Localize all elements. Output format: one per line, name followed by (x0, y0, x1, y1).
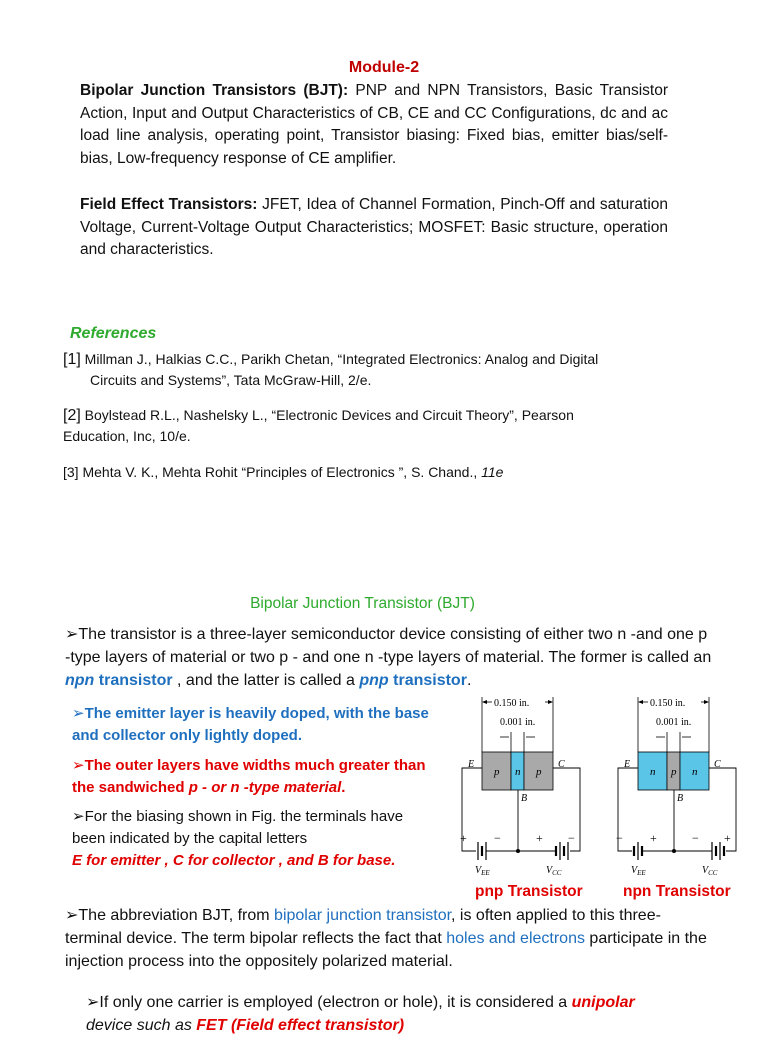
pnp-caption: pnp Transistor (475, 883, 583, 900)
npn-vee-minus: − (616, 831, 623, 845)
npn-inner-dimension: 0.001 in. (656, 717, 692, 728)
reference-3-text: [3] Mehta V. K., Mehta Rohit “Principles of Electronics ”, S. Chand., (63, 464, 482, 480)
pnp-vcc-minus: − (568, 831, 575, 845)
pnp-diagram (460, 697, 580, 877)
unipolar-text: ➢If only one carrier is employed (electron or hole), it is considered a (86, 994, 572, 1011)
npn-diagram (616, 697, 736, 877)
reference-2-number: [2] (63, 407, 81, 424)
npn-vee-label: $V_{EE}$ (631, 865, 646, 877)
npn-layer-1-label: n (650, 766, 656, 778)
bjt-topics: PNP and NPN Transistors, Basic Transistor Action, Input and Output Characteristics of CB, CE and CC Configurations, dc and ac load line analysis, operating point, Transistor biasing: Fixed bias, emitter bias/self-bias, Low-frequency response of CE amplifier. (80, 82, 668, 167)
bjt-heading: Bipolar Junction Transistor (BJT) (250, 595, 475, 612)
pnp-vcc-plus: + (536, 831, 543, 845)
bjt-abbrev-mid: , is often applied to this three-terminal device. The term bipolar reflects the fact that (65, 907, 661, 947)
npn-vee-plus: + (650, 831, 657, 845)
reference-2-text: Boylstead R.L., Nashelsky L., “Electronic Devices and Circuit Theory”, Pearson (80, 407, 574, 423)
pnp-layer-2-label: n (515, 766, 521, 778)
bjt-intro-paragraph (65, 623, 715, 692)
npn-term: npn (65, 672, 95, 689)
npn-vcc-minus: − (692, 831, 699, 845)
bjt-full-name: bipolar junction transistor (274, 907, 452, 924)
pnp-collector-label: C (558, 759, 565, 770)
bjt-abbreviation-paragraph (65, 904, 715, 973)
pnp-vcc-label: $V_{CC}$ (546, 865, 562, 877)
outer-layers-end: . (341, 779, 346, 796)
transistor-diagrams (440, 692, 760, 882)
reference-1-text-cont: Circuits and Systems”, Tata McGraw-Hill, 2/e. (90, 372, 372, 388)
bjt-abbrev-end: participate in the injection process into the oppositely polarized material. (65, 930, 707, 970)
npn-caption: npn Transistor (623, 883, 731, 900)
bjt-intro-mid: , and the latter is called a (172, 672, 360, 689)
npn-vcc-label: $V_{CC}$ (702, 865, 718, 877)
emitter-doping-note: ➢The emitter layer is heavily doped, with the base and collector only lightly doped. (72, 705, 429, 744)
reference-2-text-cont: Education, Inc, 10/e. (63, 428, 191, 444)
npn-layer-2-label: p (671, 766, 677, 778)
fet-term: FET (Field effect transistor) (196, 1017, 405, 1034)
pnp-base-label: B (521, 793, 528, 804)
npn-layer-3-label: n (692, 766, 698, 778)
npn-base-label: B (677, 793, 684, 804)
npn-vcc-plus: + (724, 831, 731, 845)
reference-1 (63, 349, 703, 390)
npn-collector-label: C (714, 759, 721, 770)
outer-layers-note (72, 755, 437, 799)
bjt-intro-text: ➢The transistor is a three-layer semiconductor device consisting of either two n -and one p -type layers of material or two p - and one n -type layers of material. The former is called an (65, 626, 712, 666)
module-bjt-syllabus (80, 80, 668, 170)
pnp-layer-3-label: p (536, 766, 542, 778)
reference-2 (63, 405, 703, 446)
npn-emitter-label: E (624, 759, 631, 770)
reference-1-text: Millman J., Halkias C.C., Parikh Chetan, “Integrated Electronics: Analog and Digital (80, 351, 599, 367)
unipolar-paragraph (86, 991, 726, 1037)
biasing-text: ➢For the biasing shown in Fig. the terminals have been indicated by the capital letters (72, 808, 404, 847)
unipolar-text-cont: device such as (86, 1017, 197, 1034)
pnp-inner-dimension: 0.001 in. (500, 717, 536, 728)
fet-label: Field Effect Transistors: (80, 196, 258, 213)
bjt-abbrev-text: ➢The abbreviation BJT, from (65, 907, 275, 924)
pnp-vee-plus: + (460, 831, 467, 845)
unipolar-term: unipolar (571, 994, 635, 1011)
module-title: Module-2 (348, 59, 420, 76)
outer-layers-material: p - or n -type material (188, 779, 342, 796)
pnp-layer-1-label: p (494, 766, 500, 778)
reference-3 (63, 462, 703, 482)
bjt-intro-end: . (466, 672, 472, 689)
terminal-letters-note: E for emitter , C for collector , and B for base. (72, 852, 396, 869)
pnp-term: pnp (359, 672, 389, 689)
holes-electrons-term: holes and electrons (446, 930, 585, 947)
references-title: References (70, 325, 157, 342)
npn-transistor-term: transistor (94, 672, 173, 689)
pnp-vee-minus: − (494, 831, 501, 845)
fet-topics: JFET, Idea of Channel Formation, Pinch-Off and saturation Voltage, Current-Voltage Output Characteristics; MOSFET: Basic structure, operation and characteristics. (80, 196, 669, 258)
npn-outer-dimension: 0.150 in. (650, 698, 686, 709)
pnp-emitter-label: E (468, 759, 475, 770)
pnp-transistor-term: transistor (388, 672, 467, 689)
bjt-label: Bipolar Junction Transistors (BJT): (80, 82, 349, 99)
outer-layers-text: ➢The outer layers have widths much greater than the sandwiched (72, 757, 426, 796)
reference-3-edition: 11e (481, 464, 504, 480)
biasing-note (72, 806, 432, 872)
module-fet-syllabus (80, 194, 668, 262)
pnp-vee-label: $V_{EE}$ (475, 865, 490, 877)
pnp-outer-dimension: 0.150 in. (494, 698, 530, 709)
reference-1-number: [1] (63, 351, 81, 368)
